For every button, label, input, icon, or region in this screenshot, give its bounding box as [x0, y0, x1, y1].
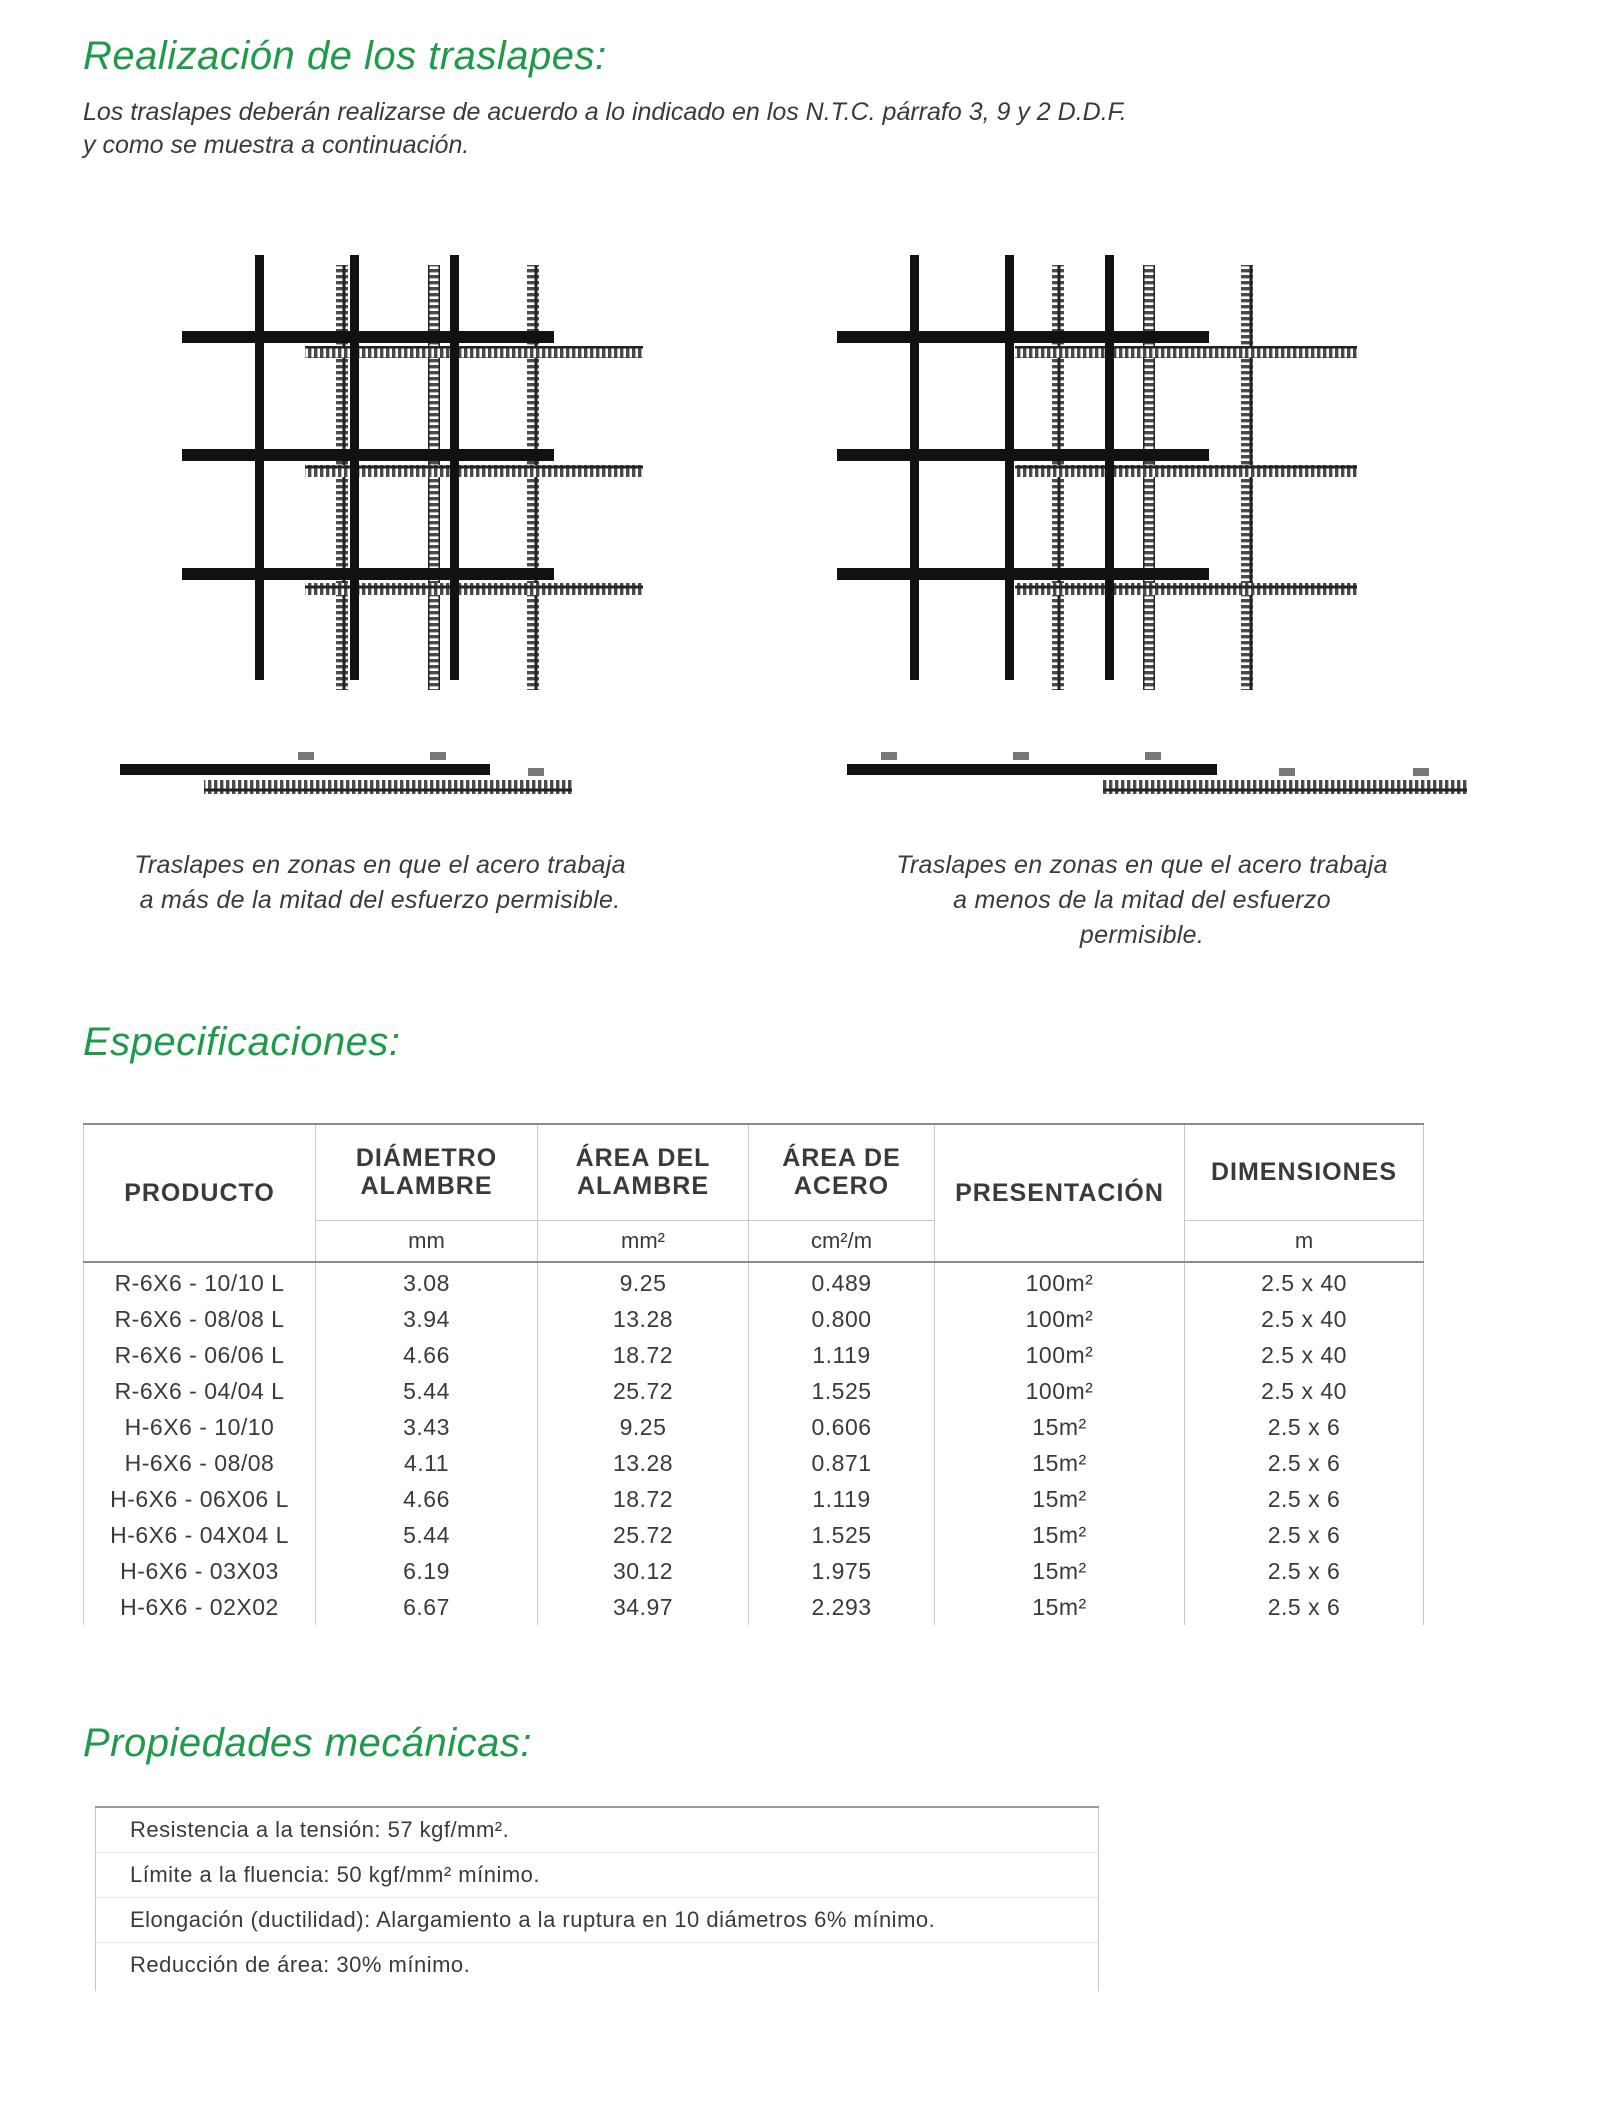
cell-producto: H-6X6 - 03X03 — [84, 1553, 316, 1589]
cell-dimensiones: 2.5 x 6 — [1185, 1517, 1424, 1553]
cell-area-alambre: 13.28 — [538, 1301, 749, 1337]
cell-producto: H-6X6 - 04X04 L — [84, 1517, 316, 1553]
caption-left — [60, 848, 700, 918]
unit-dimensiones: m — [1185, 1220, 1424, 1262]
cell-area-acero: 1.119 — [749, 1481, 935, 1517]
cell-presentacion: 15m² — [935, 1553, 1185, 1589]
table-row — [84, 1517, 1424, 1553]
spec-table — [83, 1123, 1424, 1625]
prop-item-resistencia: Resistencia a la tensión: 57 kgf/mm². — [95, 1808, 1099, 1853]
header-area-alambre-line-1: ÁREA DEL — [575, 1144, 711, 1173]
caption-right-line-3: permisible. — [1079, 921, 1205, 949]
caption-right — [812, 848, 1472, 953]
prop-item-reduccion: Reducción de área: 30% mínimo. — [95, 1943, 1099, 1991]
cell-area-alambre: 13.28 — [538, 1445, 749, 1481]
cell-diametro: 5.44 — [316, 1517, 538, 1553]
header-diametro-line-2: ALAMBRE — [360, 1172, 493, 1201]
traslape-diagram-right — [825, 245, 1365, 695]
traslape-diagram-left — [170, 245, 670, 695]
traslape-side-right — [845, 748, 1475, 804]
cell-diametro: 6.67 — [316, 1589, 538, 1625]
header-area-acero-line-1: ÁREA DE — [782, 1144, 901, 1173]
cell-presentacion: 100m² — [935, 1301, 1185, 1337]
cell-dimensiones: 2.5 x 40 — [1185, 1373, 1424, 1409]
header-area-acero — [749, 1124, 935, 1220]
table-row — [84, 1337, 1424, 1373]
cell-diametro: 3.43 — [316, 1409, 538, 1445]
cell-producto: R-6X6 - 10/10 L — [84, 1262, 316, 1301]
cell-dimensiones: 2.5 x 6 — [1185, 1589, 1424, 1625]
cell-presentacion: 15m² — [935, 1481, 1185, 1517]
prop-item-elongacion: Elongación (ductilidad): Alargamiento a la ruptura en 10 diámetros 6% mínimo. — [95, 1898, 1099, 1943]
cell-producto: H-6X6 - 06X06 L — [84, 1481, 316, 1517]
cell-area-acero: 0.800 — [749, 1301, 935, 1337]
unit-area-acero: cm²/m — [749, 1220, 935, 1262]
cell-presentacion: 100m² — [935, 1373, 1185, 1409]
ribbed-mesh-right — [1015, 265, 1357, 690]
cell-area-alambre: 34.97 — [538, 1589, 749, 1625]
cell-area-acero: 2.293 — [749, 1589, 935, 1625]
cell-presentacion: 15m² — [935, 1445, 1185, 1481]
cell-dimensiones: 2.5 x 6 — [1185, 1409, 1424, 1445]
cell-area-alambre: 18.72 — [538, 1481, 749, 1517]
table-row — [84, 1481, 1424, 1517]
cell-diametro: 3.08 — [316, 1262, 538, 1301]
traslape-side-left — [118, 748, 588, 804]
header-diametro-line-1: DIÁMETRO — [355, 1144, 498, 1173]
header-diametro — [316, 1124, 538, 1220]
cell-presentacion: 100m² — [935, 1337, 1185, 1373]
caption-left-line-1: Traslapes en zonas en que el acero trabaja — [134, 851, 626, 879]
table-row — [84, 1262, 1424, 1301]
cell-area-alambre: 9.25 — [538, 1409, 749, 1445]
propiedades-list — [95, 1806, 1099, 1991]
cell-area-acero: 0.606 — [749, 1409, 935, 1445]
header-area-alambre — [538, 1124, 749, 1220]
especificaciones-title: Especificaciones: — [83, 1020, 401, 1064]
header-producto: PRODUCTO — [84, 1124, 316, 1262]
cell-area-alambre: 25.72 — [538, 1517, 749, 1553]
traslapes-title: Realización de los traslapes: — [83, 34, 607, 78]
caption-left-line-2: a más de la mitad del esfuerzo permisible. — [139, 886, 621, 914]
header-presentacion: PRESENTACIÓN — [935, 1124, 1185, 1262]
cell-producto: R-6X6 - 06/06 L — [84, 1337, 316, 1373]
cell-dimensiones: 2.5 x 40 — [1185, 1301, 1424, 1337]
cell-area-acero: 1.119 — [749, 1337, 935, 1373]
intro-line-2: y como se muestra a continuación. — [83, 131, 470, 159]
cell-diametro: 4.66 — [316, 1481, 538, 1517]
spec-table-wrapper — [83, 1123, 1423, 1625]
cell-diametro: 6.19 — [316, 1553, 538, 1589]
header-area-acero-line-2: ACERO — [793, 1172, 890, 1201]
cell-area-acero: 1.525 — [749, 1517, 935, 1553]
cell-dimensiones: 2.5 x 6 — [1185, 1553, 1424, 1589]
unit-area-alambre: mm² — [538, 1220, 749, 1262]
caption-right-line-2: a menos de la mitad del esfuerzo — [953, 886, 1331, 914]
table-row — [84, 1445, 1424, 1481]
cell-diametro: 3.94 — [316, 1301, 538, 1337]
cell-presentacion: 100m² — [935, 1262, 1185, 1301]
cell-area-alambre: 25.72 — [538, 1373, 749, 1409]
cell-dimensiones: 2.5 x 6 — [1185, 1445, 1424, 1481]
caption-right-line-1: Traslapes en zonas en que el acero trabaja — [896, 851, 1388, 879]
cell-presentacion: 15m² — [935, 1589, 1185, 1625]
cell-producto: R-6X6 - 08/08 L — [84, 1301, 316, 1337]
cell-area-alambre: 9.25 — [538, 1262, 749, 1301]
prop-item-fluencia: Límite a la fluencia: 50 kgf/mm² mínimo. — [95, 1853, 1099, 1898]
table-row — [84, 1553, 1424, 1589]
cell-area-alambre: 18.72 — [538, 1337, 749, 1373]
traslapes-intro — [83, 96, 1383, 162]
cell-producto: R-6X6 - 04/04 L — [84, 1373, 316, 1409]
cell-area-acero: 0.489 — [749, 1262, 935, 1301]
cell-area-alambre: 30.12 — [538, 1553, 749, 1589]
cell-area-acero: 1.525 — [749, 1373, 935, 1409]
spec-table-body — [84, 1262, 1424, 1625]
table-row — [84, 1409, 1424, 1445]
cell-dimensiones: 2.5 x 40 — [1185, 1337, 1424, 1373]
propiedades-title: Propiedades mecánicas: — [83, 1721, 533, 1765]
intro-line-1: Los traslapes deberán realizarse de acuerdo a lo indicado en los N.T.C. párrafo 3, 9 y 2 D.D.F. — [83, 98, 1127, 126]
cell-dimensiones: 2.5 x 40 — [1185, 1262, 1424, 1301]
cell-diametro: 4.11 — [316, 1445, 538, 1481]
cell-producto: H-6X6 - 08/08 — [84, 1445, 316, 1481]
table-row — [84, 1373, 1424, 1409]
header-area-alambre-line-2: ALAMBRE — [577, 1172, 709, 1201]
table-row — [84, 1301, 1424, 1337]
table-row — [84, 1589, 1424, 1625]
cell-area-acero: 0.871 — [749, 1445, 935, 1481]
unit-diametro: mm — [316, 1220, 538, 1262]
cell-area-acero: 1.975 — [749, 1553, 935, 1589]
cell-producto: H-6X6 - 10/10 — [84, 1409, 316, 1445]
cell-presentacion: 15m² — [935, 1517, 1185, 1553]
cell-producto: H-6X6 - 02X02 — [84, 1589, 316, 1625]
cell-diametro: 5.44 — [316, 1373, 538, 1409]
cell-dimensiones: 2.5 x 6 — [1185, 1481, 1424, 1517]
cell-presentacion: 15m² — [935, 1409, 1185, 1445]
cell-diametro: 4.66 — [316, 1337, 538, 1373]
header-dimensiones: DIMENSIONES — [1185, 1124, 1424, 1220]
